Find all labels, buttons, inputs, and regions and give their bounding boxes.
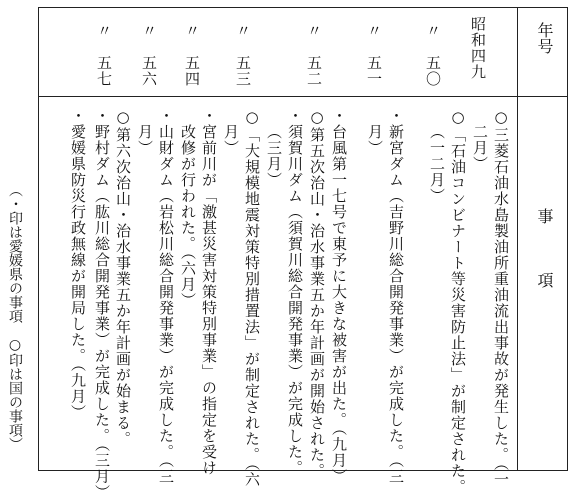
event-text-continued: 月） xyxy=(222,124,240,156)
event-text-continued: 月） xyxy=(366,124,384,156)
event-text: ○「石油コンビナート等災害防止法」が制定された。 xyxy=(449,108,467,495)
events-header: 事項 xyxy=(535,208,554,336)
event-text: ・新宮ダム（吉野川総合開発事業）が完成した。（三 xyxy=(387,108,405,485)
header-column-divider xyxy=(517,8,518,470)
year-cell-51: 〃 五一 xyxy=(365,23,383,87)
year-cell-54: 〃 五四 xyxy=(183,23,201,87)
event-text-continued: （一二月） xyxy=(428,124,446,204)
year-cell-53: 〃 五三 xyxy=(234,23,252,87)
year-cell-50: 〃 五〇 xyxy=(424,23,442,87)
event-text: ○「大規模地震対策特別措置法」が制定された。（六 xyxy=(243,108,261,488)
event-text-continued: 二月） xyxy=(471,124,489,172)
event-text-continued: （三月） xyxy=(265,124,283,188)
legend-note: （・印は愛媛県の事項 ○印は国の事項） xyxy=(7,183,23,451)
event-text: ○第五次治山・治水事業五か年計画が開始された。 xyxy=(308,108,326,479)
year-cell-57: 〃 五七 xyxy=(95,23,113,87)
event-text: ○第六次治山・治水事業五か年計画が始まる。 xyxy=(114,108,132,447)
event-text: ・台風第一七号で東予に大きな被害が出た。（九月） xyxy=(330,108,348,485)
event-text: ・須賀川ダム（須賀川総合開発事業）が完成した。 xyxy=(286,108,304,476)
event-text-continued: 改修が行われた。（六月） xyxy=(179,124,197,309)
year-cell-52: 〃 五二 xyxy=(305,23,323,87)
year-header: 年号 xyxy=(535,22,554,54)
event-text: ・山財ダム（岩松川総合開発事業）が完成した。（三 xyxy=(157,108,175,485)
year-cell-56: 〃 五六 xyxy=(140,23,158,87)
chronology-table xyxy=(38,7,568,501)
event-text: ・愛媛県防災行政無線が開局した。（九月） xyxy=(69,108,87,421)
header-divider xyxy=(39,96,567,97)
year-cell-showa-49: 昭和四九 xyxy=(469,16,487,80)
event-text: ・宮前川が「激甚災害対策特別事業」の指定を受け xyxy=(200,108,218,476)
event-text: ・野村ダム（肱川総合開発事業）が完成した。（三月） xyxy=(93,108,111,501)
event-text-continued: 月） xyxy=(136,124,154,156)
event-text: ○三菱石油水島製油所重油流出事故が発生した。（一 xyxy=(492,108,510,488)
